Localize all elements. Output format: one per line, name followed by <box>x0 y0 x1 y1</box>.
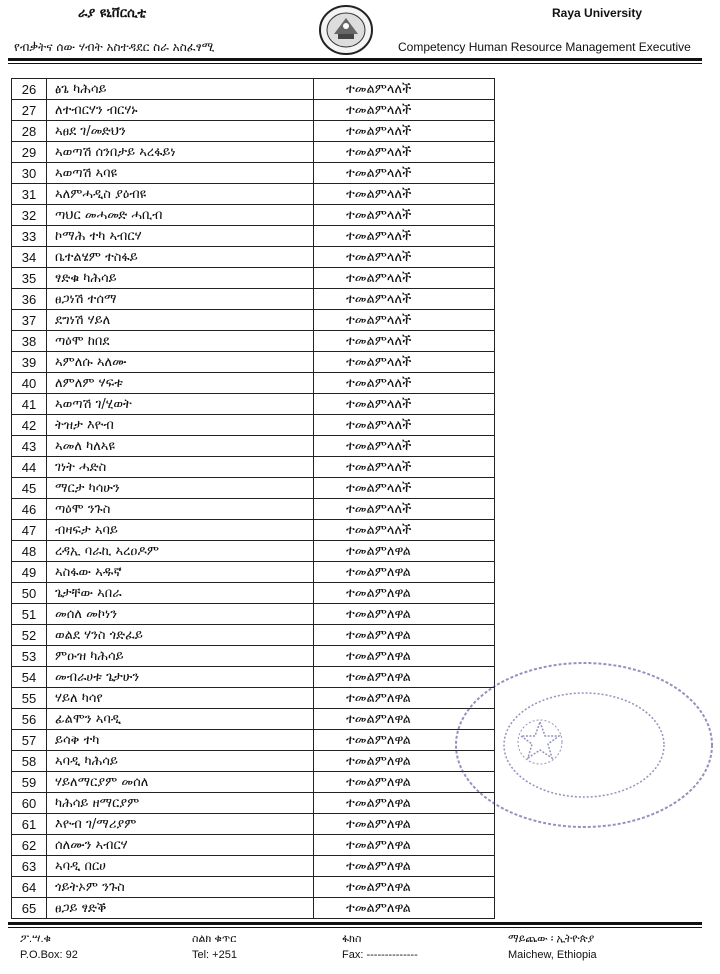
row-name: ሃይለ ካሳየ <box>47 688 314 709</box>
row-number: 26 <box>12 79 47 100</box>
row-name: ኣወጣሽ ገ/ሂወት <box>47 394 314 415</box>
row-status: ተመልምለዋል <box>314 793 495 814</box>
table-row <box>12 814 495 835</box>
row-status: ተመልምላለች <box>314 79 495 100</box>
row-number: 36 <box>12 289 47 310</box>
row-status: ተመልምለዋል <box>314 835 495 856</box>
row-number: 29 <box>12 142 47 163</box>
tel-label-amharic: ስልክ ቁጥር <box>192 933 237 945</box>
row-name: እዮብ ገ/ማሪያም <box>47 814 314 835</box>
table-row <box>12 772 495 793</box>
row-name: ሰለሙን ኣብርሃ <box>47 835 314 856</box>
row-number: 61 <box>12 814 47 835</box>
table-row <box>12 184 495 205</box>
row-name: ጎይትኦም ንጉስ <box>47 877 314 898</box>
row-status: ተመልምለዋል <box>314 625 495 646</box>
table-row <box>12 121 495 142</box>
table-row <box>12 268 495 289</box>
table-row <box>12 793 495 814</box>
row-status: ተመልምላለች <box>314 373 495 394</box>
row-name: ፀጋነሽ ተሰማ <box>47 289 314 310</box>
row-status: ተመልምለዋል <box>314 604 495 625</box>
row-name: ኣመለ ካለኣዩ <box>47 436 314 457</box>
row-number: 28 <box>12 121 47 142</box>
table-row <box>12 667 495 688</box>
row-status: ተመልምለዋል <box>314 877 495 898</box>
row-status: ተመልምለዋል <box>314 751 495 772</box>
official-stamp-icon <box>452 660 716 830</box>
table-row <box>12 226 495 247</box>
row-status: ተመልምላለች <box>314 499 495 520</box>
row-name: ኣምለሱ ኣለሙ <box>47 352 314 373</box>
row-name: ፊልሞን ኣባዲ <box>47 709 314 730</box>
row-name: ቤተልሄም ተስፋይ <box>47 247 314 268</box>
row-name: ይሳቅ ተካ <box>47 730 314 751</box>
row-name: መሰለ መኮነን <box>47 604 314 625</box>
dept-name-english: Competency Human Resource Management Executive <box>398 40 691 54</box>
table-row <box>12 100 495 121</box>
row-status: ተመልምላለች <box>314 415 495 436</box>
row-status: ተመልምላለች <box>314 142 495 163</box>
row-number: 57 <box>12 730 47 751</box>
row-status: ተመልምለዋል <box>314 541 495 562</box>
dept-name-amharic: የብቃትና ሰው ሃብት አስተዳደር ስራ አስፈፃሚ <box>14 40 215 54</box>
table-row <box>12 898 495 919</box>
row-number: 58 <box>12 751 47 772</box>
fax: Fax: -------------- <box>342 949 418 961</box>
row-number: 59 <box>12 772 47 793</box>
row-name: ካሕሳይ ዘማርያም <box>47 793 314 814</box>
table-row <box>12 520 495 541</box>
pobox-label-amharic: ፖ.ሣ.ቁ <box>20 933 52 945</box>
table-row <box>12 709 495 730</box>
table-row <box>12 499 495 520</box>
table-row <box>12 751 495 772</box>
row-name: ጣዕሞ ንጉስ <box>47 499 314 520</box>
table-row <box>12 79 495 100</box>
row-number: 53 <box>12 646 47 667</box>
row-number: 33 <box>12 226 47 247</box>
row-number: 42 <box>12 415 47 436</box>
row-name: ጣህር መሓመድ ሓቢብ <box>47 205 314 226</box>
table-row <box>12 142 495 163</box>
row-number: 65 <box>12 898 47 919</box>
recruitment-list-table <box>11 78 495 919</box>
row-status: ተመልምላለች <box>314 436 495 457</box>
row-name: ፀጋይ ፃድቕ <box>47 898 314 919</box>
table-row <box>12 247 495 268</box>
row-number: 50 <box>12 583 47 604</box>
table-row <box>12 331 495 352</box>
table-row <box>12 541 495 562</box>
row-number: 35 <box>12 268 47 289</box>
row-number: 30 <box>12 163 47 184</box>
row-name: ኮማሕ ተካ ኣብርሃ <box>47 226 314 247</box>
table-row <box>12 289 495 310</box>
row-status: ተመልምላለች <box>314 100 495 121</box>
row-status: ተመልምለዋል <box>314 772 495 793</box>
row-name: መብራሀቱ ጌታሁን <box>47 667 314 688</box>
row-number: 45 <box>12 478 47 499</box>
table-row <box>12 730 495 751</box>
row-status: ተመልምላለች <box>314 520 495 541</box>
row-number: 37 <box>12 310 47 331</box>
row-number: 62 <box>12 835 47 856</box>
row-status: ተመልምላለች <box>314 310 495 331</box>
row-status: ተመልምለዋል <box>314 856 495 877</box>
table-row <box>12 646 495 667</box>
row-number: 32 <box>12 205 47 226</box>
row-number: 64 <box>12 877 47 898</box>
row-status: ተመልምለዋል <box>314 898 495 919</box>
table-row <box>12 478 495 499</box>
table-row <box>12 310 495 331</box>
row-status: ተመልምለዋል <box>314 646 495 667</box>
row-number: 49 <box>12 562 47 583</box>
row-status: ተመልምላለች <box>314 331 495 352</box>
row-status: ተመልምለዋል <box>314 709 495 730</box>
row-number: 43 <box>12 436 47 457</box>
row-name: ማርታ ካሳሁን <box>47 478 314 499</box>
row-name: ፃድቁ ካሕሳይ <box>47 268 314 289</box>
row-name: ለተብርሃን ብርሃኑ <box>47 100 314 121</box>
row-name: ጣዕሞ ከበደ <box>47 331 314 352</box>
row-name: ኣባዲ ካሕሳይ <box>47 751 314 772</box>
row-name: ረዳኢ ባራኪ ኣረዐዶም <box>47 541 314 562</box>
row-name: ሃይለማርያም መሰለ <box>47 772 314 793</box>
row-name: ጌታቸው ኣበራ <box>47 583 314 604</box>
table-row <box>12 688 495 709</box>
row-status: ተመልምላለች <box>314 247 495 268</box>
table-row <box>12 436 495 457</box>
row-name: ኣወጣሽ ሰንበታይ ኣረፋይነ <box>47 142 314 163</box>
row-name: ለምለም ሃፍቱ <box>47 373 314 394</box>
row-name: ወልደ ሃንስ ጎድፈይ <box>47 625 314 646</box>
row-name: ኣፀደ ገ/መድህን <box>47 121 314 142</box>
header-rule-thin <box>8 63 702 64</box>
table-row <box>12 604 495 625</box>
footer-rule-thin <box>8 927 702 928</box>
row-number: 34 <box>12 247 47 268</box>
row-name: ፅጌ ካሕሳይ <box>47 79 314 100</box>
row-status: ተመልምላለች <box>314 226 495 247</box>
row-status: ተመልምለዋል <box>314 562 495 583</box>
row-name: ኣለምሓዲስ ያዕብዩ <box>47 184 314 205</box>
row-status: ተመልምለዋል <box>314 730 495 751</box>
row-number: 46 <box>12 499 47 520</box>
table-row <box>12 835 495 856</box>
row-name: ኣስፋው ኣዱኛ <box>47 562 314 583</box>
row-number: 52 <box>12 625 47 646</box>
row-status: ተመልምላለች <box>314 457 495 478</box>
pobox: P.O.Box: 92 <box>20 949 78 961</box>
row-status: ተመልምላለች <box>314 268 495 289</box>
row-number: 41 <box>12 394 47 415</box>
row-status: ተመልምላለች <box>314 352 495 373</box>
row-status: ተመልምለዋል <box>314 583 495 604</box>
row-name: ደግነሽ ሃይለ <box>47 310 314 331</box>
header-rule <box>8 58 702 61</box>
row-number: 60 <box>12 793 47 814</box>
table-row <box>12 457 495 478</box>
row-number: 38 <box>12 331 47 352</box>
table-row <box>12 373 495 394</box>
place: Maichew, Ethiopia <box>508 949 597 961</box>
row-status: ተመልምላለች <box>314 289 495 310</box>
row-number: 51 <box>12 604 47 625</box>
row-status: ተመልምለዋል <box>314 688 495 709</box>
row-name: ትዝታ እዮብ <box>47 415 314 436</box>
row-number: 56 <box>12 709 47 730</box>
table-row <box>12 625 495 646</box>
table-row <box>12 352 495 373</box>
row-status: ተመልምላለች <box>314 184 495 205</box>
row-name: ኣባዲ በርሀ <box>47 856 314 877</box>
org-name-english: Raya University <box>552 6 643 20</box>
table-row <box>12 877 495 898</box>
table-row <box>12 394 495 415</box>
row-status: ተመልምላለች <box>314 163 495 184</box>
row-status: ተመልምላለች <box>314 121 495 142</box>
row-number: 54 <box>12 667 47 688</box>
row-number: 31 <box>12 184 47 205</box>
row-status: ተመልምላለች <box>314 478 495 499</box>
row-number: 55 <box>12 688 47 709</box>
row-name: ኣወጣሽ ኣባዩ <box>47 163 314 184</box>
table-row <box>12 562 495 583</box>
row-number: 27 <box>12 100 47 121</box>
table-row <box>12 415 495 436</box>
row-number: 48 <box>12 541 47 562</box>
university-seal-icon <box>318 4 374 56</box>
table-row <box>12 856 495 877</box>
row-name: ምዑዝ ካሕሳይ <box>47 646 314 667</box>
tel: Tel: +251 <box>192 949 237 961</box>
row-status: ተመልምላለች <box>314 394 495 415</box>
row-number: 40 <box>12 373 47 394</box>
row-status: ተመልምላለች <box>314 205 495 226</box>
row-number: 39 <box>12 352 47 373</box>
row-status: ተመልምለዋል <box>314 814 495 835</box>
row-name: ገነት ሓድስ <box>47 457 314 478</box>
row-name: ብዛፍታ ኣባይ <box>47 520 314 541</box>
row-number: 44 <box>12 457 47 478</box>
fax-label-amharic: ፋክስ <box>342 933 362 945</box>
row-number: 47 <box>12 520 47 541</box>
place-amharic: ማይጨው ፡ ኢትዮጵያ <box>508 933 595 945</box>
footer-rule <box>8 922 702 925</box>
table-row <box>12 163 495 184</box>
org-name-amharic: ራያ ዩኒቨርሲቲ <box>78 6 147 21</box>
table-row <box>12 205 495 226</box>
row-number: 63 <box>12 856 47 877</box>
table-row <box>12 583 495 604</box>
row-status: ተመልምለዋል <box>314 667 495 688</box>
